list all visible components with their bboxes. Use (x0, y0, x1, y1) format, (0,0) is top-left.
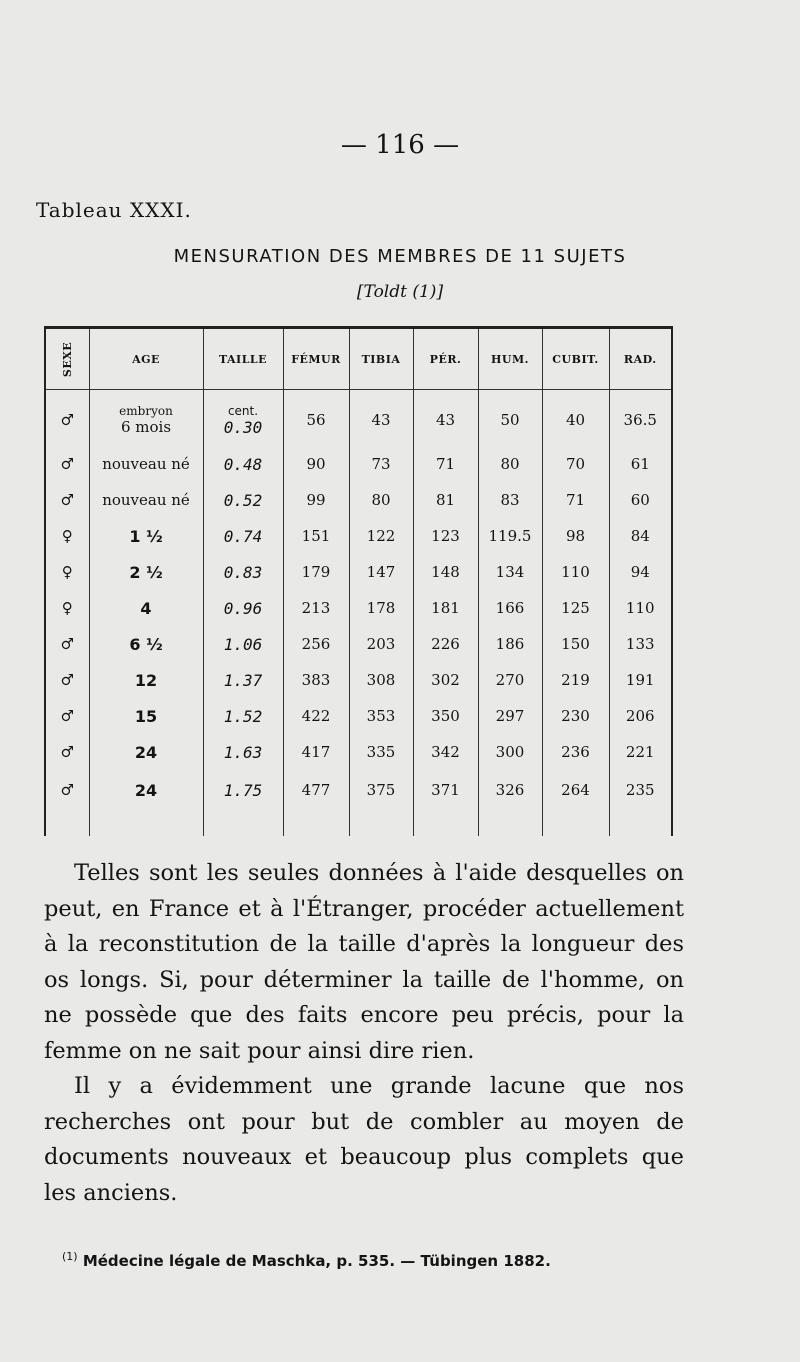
age-cell: 2 ½ (89, 554, 203, 590)
rad-cell: 94 (609, 554, 672, 590)
cubit-cell: 150 (542, 626, 609, 662)
page-number: — 116 — (340, 130, 460, 160)
table-row (45, 482, 672, 518)
hum-cell: 300 (478, 734, 542, 770)
taille-cell: 0.52 (203, 482, 283, 518)
hum-cell: 166 (478, 590, 542, 626)
cubit-cell: 71 (542, 482, 609, 518)
age-cell: 6 ½ (89, 626, 203, 662)
sex-cell: ♂ (60, 781, 74, 799)
table-row (45, 518, 672, 554)
per-cell: 350 (413, 698, 478, 734)
cubit-cell: 40 (542, 390, 609, 447)
table-title: MENSURATION DES MEMBRES DE 11 SUJETS (173, 246, 627, 267)
sex-cell: ♂ (60, 455, 74, 473)
age-value: 6 mois (120, 418, 172, 436)
cubit-cell: 98 (542, 518, 609, 554)
column-header-per: PÉR. (413, 328, 478, 390)
hum-cell: 186 (478, 626, 542, 662)
table-row (45, 662, 672, 698)
per-cell: 302 (413, 662, 478, 698)
tibia-cell: 80 (349, 482, 413, 518)
rad-cell: 235 (609, 770, 672, 810)
sex-cell: ♂ (60, 411, 74, 429)
age-cell: 24 (89, 770, 203, 810)
age-sublabel: embryon (119, 404, 173, 418)
footnote-text: Médecine légale de Maschka, p. 535. — Tübingen 1882. (82, 1252, 551, 1270)
femur-cell: 383 (283, 662, 349, 698)
cubit-cell: 219 (542, 662, 609, 698)
age-cell: 24 (89, 734, 203, 770)
rad-cell: 36.5 (609, 390, 672, 447)
cubit-cell: 264 (542, 770, 609, 810)
femur-cell: 256 (283, 626, 349, 662)
per-cell: 226 (413, 626, 478, 662)
taille-cell: 1.52 (203, 698, 283, 734)
table-row (45, 590, 672, 626)
taille-cell: 1.63 (203, 734, 283, 770)
column-header-taille: TAILLE (203, 328, 283, 390)
footnote (62, 1250, 551, 1270)
per-cell: 123 (413, 518, 478, 554)
age-cell: nouveau né (89, 446, 203, 482)
hum-cell: 80 (478, 446, 542, 482)
table-row (45, 446, 672, 482)
per-cell: 148 (413, 554, 478, 590)
column-header-rad: RAD. (609, 328, 672, 390)
femur-cell: 56 (283, 390, 349, 447)
rad-cell: 61 (609, 446, 672, 482)
column-header-hum: HUM. (478, 328, 542, 390)
tibia-cell: 203 (349, 626, 413, 662)
age-cell: 4 (89, 590, 203, 626)
taille-cell: 1.37 (203, 662, 283, 698)
taille-cell: 1.06 (203, 626, 283, 662)
rad-cell: 191 (609, 662, 672, 698)
age-cell: 1 ½ (89, 518, 203, 554)
table-row (45, 734, 672, 770)
tibia-cell: 353 (349, 698, 413, 734)
tibia-cell: 43 (349, 390, 413, 447)
cubit-cell: 125 (542, 590, 609, 626)
sex-cell: ♀ (61, 563, 73, 581)
sex-cell: ♂ (60, 635, 74, 653)
taille-value: 0.30 (223, 417, 263, 437)
hum-cell: 326 (478, 770, 542, 810)
hum-cell: 119.5 (478, 518, 542, 554)
rad-cell: 206 (609, 698, 672, 734)
sex-cell: ♂ (60, 491, 74, 509)
table-row (45, 390, 672, 447)
body-text (44, 856, 684, 1211)
cubit-cell: 230 (542, 698, 609, 734)
table-source: [Toldt (1)] (356, 282, 444, 302)
table-label: Tableau XXXI. (36, 198, 192, 222)
tibia-cell: 178 (349, 590, 413, 626)
sex-cell: ♀ (61, 599, 73, 617)
rad-cell: 221 (609, 734, 672, 770)
tibia-cell: 73 (349, 446, 413, 482)
measurement-table (44, 326, 673, 836)
table-header-row (45, 328, 672, 390)
taille-cell (203, 390, 283, 447)
hum-cell: 270 (478, 662, 542, 698)
table-row (45, 554, 672, 590)
age-cell: 12 (89, 662, 203, 698)
rad-cell: 84 (609, 518, 672, 554)
tibia-cell: 335 (349, 734, 413, 770)
hum-cell: 83 (478, 482, 542, 518)
taille-cell: 0.48 (203, 446, 283, 482)
sex-cell: ♂ (60, 707, 74, 725)
taille-cell: 0.96 (203, 590, 283, 626)
femur-cell: 179 (283, 554, 349, 590)
per-cell: 43 (413, 390, 478, 447)
per-cell: 371 (413, 770, 478, 810)
tibia-cell: 147 (349, 554, 413, 590)
per-cell: 71 (413, 446, 478, 482)
sex-cell: ♂ (60, 671, 74, 689)
hum-cell: 134 (478, 554, 542, 590)
age-cell (89, 390, 203, 447)
table-row (45, 770, 672, 810)
hum-cell: 50 (478, 390, 542, 447)
per-cell: 81 (413, 482, 478, 518)
column-header-tibia: TIBIA (349, 328, 413, 390)
tibia-cell: 308 (349, 662, 413, 698)
rad-cell: 110 (609, 590, 672, 626)
rad-cell: 133 (609, 626, 672, 662)
column-header-cubit: CUBIT. (542, 328, 609, 390)
femur-cell: 99 (283, 482, 349, 518)
taille-cell: 1.75 (203, 770, 283, 810)
paragraph: Il y a évidemment une grande lacune que nos recherches ont pour but de combler au moyen de documents nouveaux et beaucoup plus complets que les anciens. (44, 1073, 684, 1206)
age-cell: nouveau né (89, 482, 203, 518)
cubit-cell: 110 (542, 554, 609, 590)
femur-cell: 213 (283, 590, 349, 626)
per-cell: 342 (413, 734, 478, 770)
footnote-marker: (1) (62, 1250, 78, 1263)
per-cell: 181 (413, 590, 478, 626)
taille-cell: 0.83 (203, 554, 283, 590)
femur-cell: 417 (283, 734, 349, 770)
column-header-femur: FÉMUR (283, 328, 349, 390)
column-header-age: AGE (89, 328, 203, 390)
sex-cell: ♂ (60, 743, 74, 761)
rad-cell: 60 (609, 482, 672, 518)
femur-cell: 422 (283, 698, 349, 734)
paragraph: Telles sont les seules données à l'aide desquelles on peut, en France et à l'Étranger, procéder actuellement à la reconstitution de la taille d'après la longueur des os longs. Si, pour déterminer la taille de l'homme, on ne possède que des faits encore peu précis, pour la femme on ne sait pour ainsi dire rien. (44, 860, 684, 1064)
hum-cell: 297 (478, 698, 542, 734)
femur-cell: 477 (283, 770, 349, 810)
cubit-cell: 236 (542, 734, 609, 770)
table-row (45, 698, 672, 734)
column-header-sexe: SEXE (45, 328, 89, 390)
tibia-cell: 122 (349, 518, 413, 554)
sex-cell: ♀ (61, 527, 73, 545)
table-tail-row (45, 810, 672, 836)
taille-cell: 0.74 (203, 518, 283, 554)
femur-cell: 151 (283, 518, 349, 554)
taille-unit: cent. (227, 403, 259, 418)
age-cell: 15 (89, 698, 203, 734)
table-row (45, 626, 672, 662)
femur-cell: 90 (283, 446, 349, 482)
tibia-cell: 375 (349, 770, 413, 810)
cubit-cell: 70 (542, 446, 609, 482)
